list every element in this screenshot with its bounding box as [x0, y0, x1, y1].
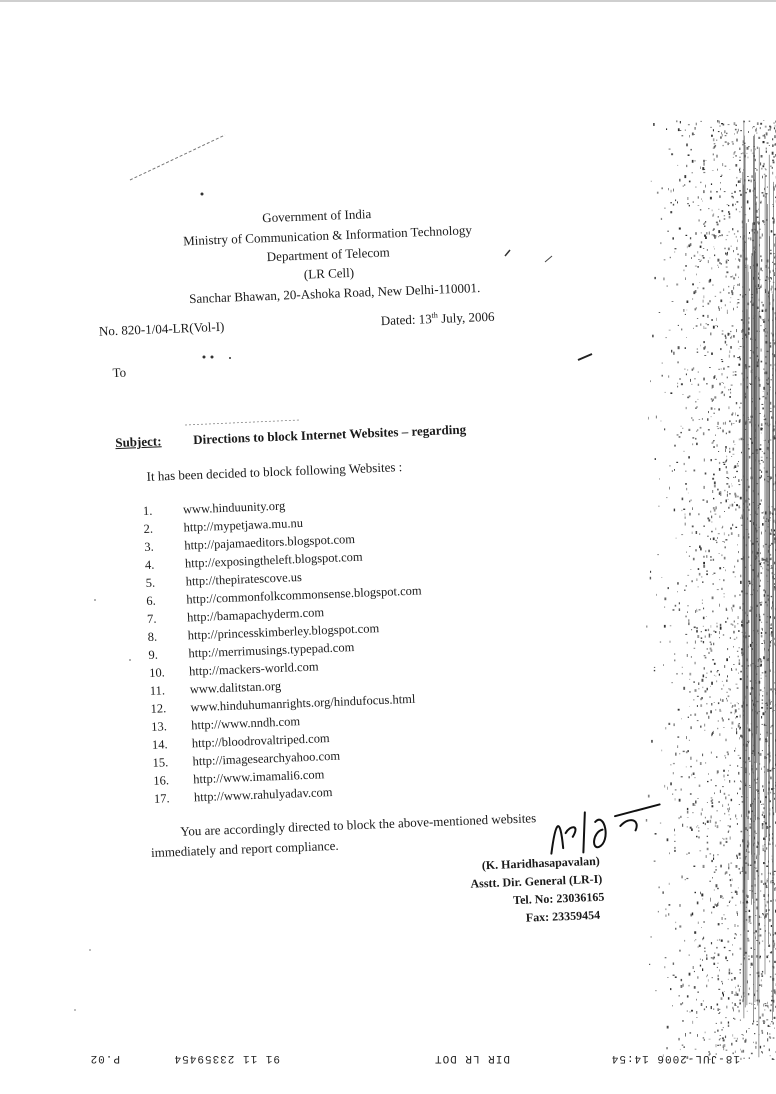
- website-url: http://www.rahulyadav.com: [194, 785, 333, 805]
- date-day: 13: [418, 311, 432, 326]
- date-label: Dated:: [381, 312, 416, 328]
- website-number: 12.: [150, 700, 191, 717]
- fax-number: 91 11 23359454: [174, 1052, 280, 1064]
- website-url: http://exposingtheleft.blogspot.com: [185, 550, 363, 572]
- signatory-tel: Tel. No: 23036165: [513, 890, 605, 908]
- scan-noise-edge: [640, 120, 776, 1060]
- website-number: 10.: [149, 664, 190, 681]
- website-number: 2.: [143, 521, 184, 538]
- website-number: 17.: [154, 790, 195, 807]
- website-url: http://mackers-world.com: [189, 659, 319, 679]
- website-url: http://www.imamali6.com: [193, 767, 325, 787]
- subject-text: Directions to block Internet Websites – regarding: [193, 422, 466, 448]
- website-number: 5.: [145, 574, 186, 591]
- signatory-fax: Fax: 23359454: [526, 908, 601, 926]
- signatory-title: Asstt. Dir. General (LR-I): [470, 872, 602, 892]
- website-number: 15.: [152, 754, 193, 771]
- intro-text: It has been decided to block following Websites :: [146, 459, 402, 485]
- fax-sender: DIR LR DOT: [434, 1052, 510, 1064]
- website-url: http://pajamaeditors.blogspot.com: [184, 532, 355, 554]
- website-number: 8.: [148, 628, 189, 645]
- fax-timestamp: 18-JUL-2006 14:54: [611, 1052, 740, 1064]
- website-url: http://bloodrovaltriped.com: [192, 731, 330, 751]
- website-number: 11.: [150, 682, 191, 699]
- website-number: 14.: [152, 736, 193, 753]
- reference-number: No. 820-1/04-LR(Vol-I): [99, 319, 225, 340]
- website-number: 9.: [148, 646, 189, 663]
- date-suffix: th: [431, 311, 438, 320]
- website-url: http://bamapachyderm.com: [187, 605, 325, 625]
- website-number: 1.: [143, 503, 184, 520]
- letterhead-department: Department of Telecom: [218, 243, 438, 267]
- letterhead-government: Government of India: [217, 204, 417, 228]
- signatory-name: (K. Haridhasapavalan): [482, 854, 601, 874]
- website-url: www.hinduunity.org: [183, 499, 286, 518]
- website-url: http://merrimusings.typepad.com: [188, 640, 354, 661]
- fax-transmission-footer: [60, 1046, 740, 1064]
- website-number: 3.: [144, 539, 185, 556]
- website-url: http://imagesearchyahoo.com: [192, 749, 340, 770]
- website-url: www.hinduhumanrights.org/hindufocus.html: [190, 692, 415, 716]
- closing-line-1: You are accordingly directed to block the above-mentioned websites: [180, 810, 536, 840]
- letterhead-address: Sanchar Bhawan, 20-Ashoka Road, New Delhi-110001.: [180, 280, 490, 308]
- website-number: 4.: [145, 556, 186, 573]
- website-number: 7.: [147, 610, 188, 627]
- to-label: To: [112, 365, 126, 382]
- date-rest: July, 2006: [441, 309, 495, 326]
- fax-page: P.02: [90, 1052, 120, 1064]
- closing-line-2: immediately and report compliance.: [151, 838, 339, 861]
- website-url: http://princesskimberley.blogspot.com: [187, 621, 379, 643]
- website-number: 16.: [153, 772, 194, 789]
- website-url: www.dalitstan.org: [190, 679, 282, 697]
- website-url: http://www.nndh.com: [191, 714, 300, 733]
- letterhead-ministry: Ministry of Communication & Information Technology: [162, 221, 492, 250]
- website-number: 6.: [146, 592, 187, 609]
- website-number: 13.: [151, 718, 192, 735]
- website-url: http://thepiratescove.us: [185, 570, 302, 589]
- letterhead-cell: (LR Cell): [269, 263, 390, 284]
- subject-label: Subject:: [115, 433, 162, 451]
- website-url: http://mypetjawa.mu.nu: [183, 516, 303, 536]
- website-url: http://commonfolkcommonsense.blogspot.com: [186, 583, 422, 607]
